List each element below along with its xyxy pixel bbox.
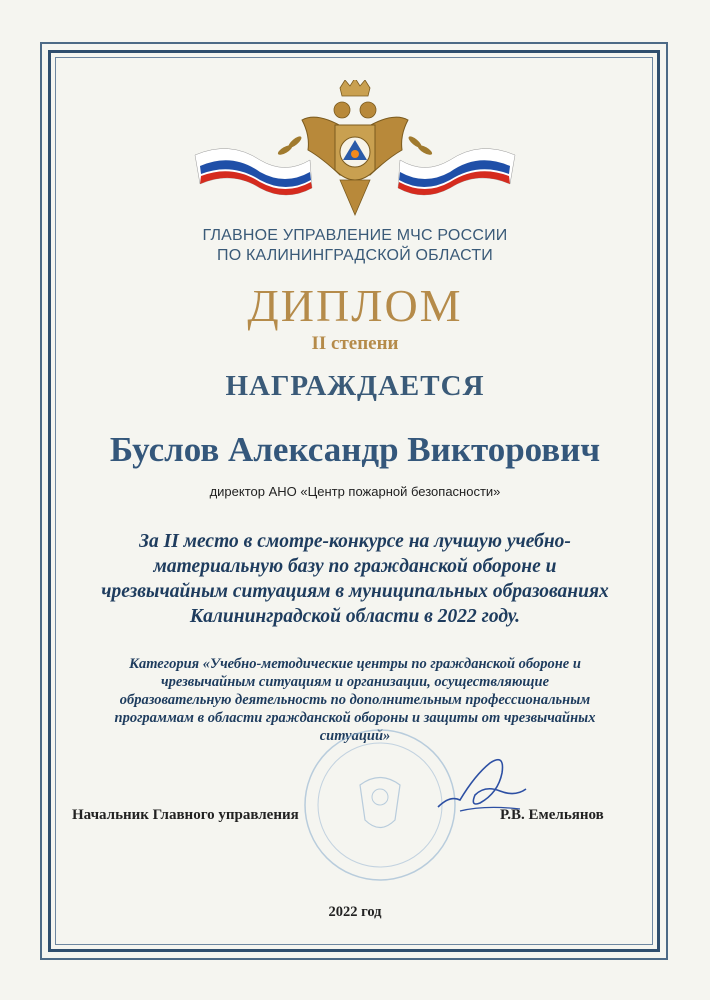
awarded-heading: НАГРАЖДАЕТСЯ — [225, 370, 485, 402]
award-reason-line-2: материальную базу по гражданской обороне и — [153, 556, 557, 577]
award-reason-line-3: чрезвычайным ситуациям в муниципальных образованиях — [101, 581, 609, 602]
signatory-title: Начальник Главного управления — [72, 807, 299, 823]
award-reason-line-4: Калининградской области в 2022 году. — [189, 606, 521, 627]
flag-ribbon-right — [398, 149, 515, 195]
category-line-3: образовательную деятельность по дополнительным профессиональным — [119, 692, 591, 708]
award-reason-line-1: За II место в смотре-конкурсе на лучшую учебно- — [139, 531, 571, 552]
mchs-eagle-emblem-icon — [190, 80, 520, 220]
diploma-year: 2022 год — [328, 904, 382, 920]
category-line-4: программам в области гражданской обороны и защиты от чрезвычайных — [114, 710, 596, 726]
category-line-1: Категория «Учебно-методические центры по гражданской обороне и — [129, 656, 581, 672]
recipient-name: Буслов Александр Викторович — [109, 430, 601, 469]
category-line-2: чрезвычайным ситуациям и организации, осуществляющие — [160, 674, 550, 690]
flag-ribbon-left — [195, 149, 312, 195]
diploma-degree: II степени — [311, 333, 399, 354]
organization-line2: ПО КАЛИНИНГРАДСКОЙ ОБЛАСТИ — [217, 247, 493, 264]
recipient-position: директор АНО «Центр пожарной безопасности» — [209, 484, 501, 499]
organization-line1: ГЛАВНОЕ УПРАВЛЕНИЕ МЧС РОССИИ — [202, 227, 508, 244]
signatory-name: Р.В. Емельянов — [500, 807, 604, 823]
diploma-title: ДИПЛОМ — [247, 280, 463, 331]
category-line-5: ситуаций» — [319, 728, 391, 744]
